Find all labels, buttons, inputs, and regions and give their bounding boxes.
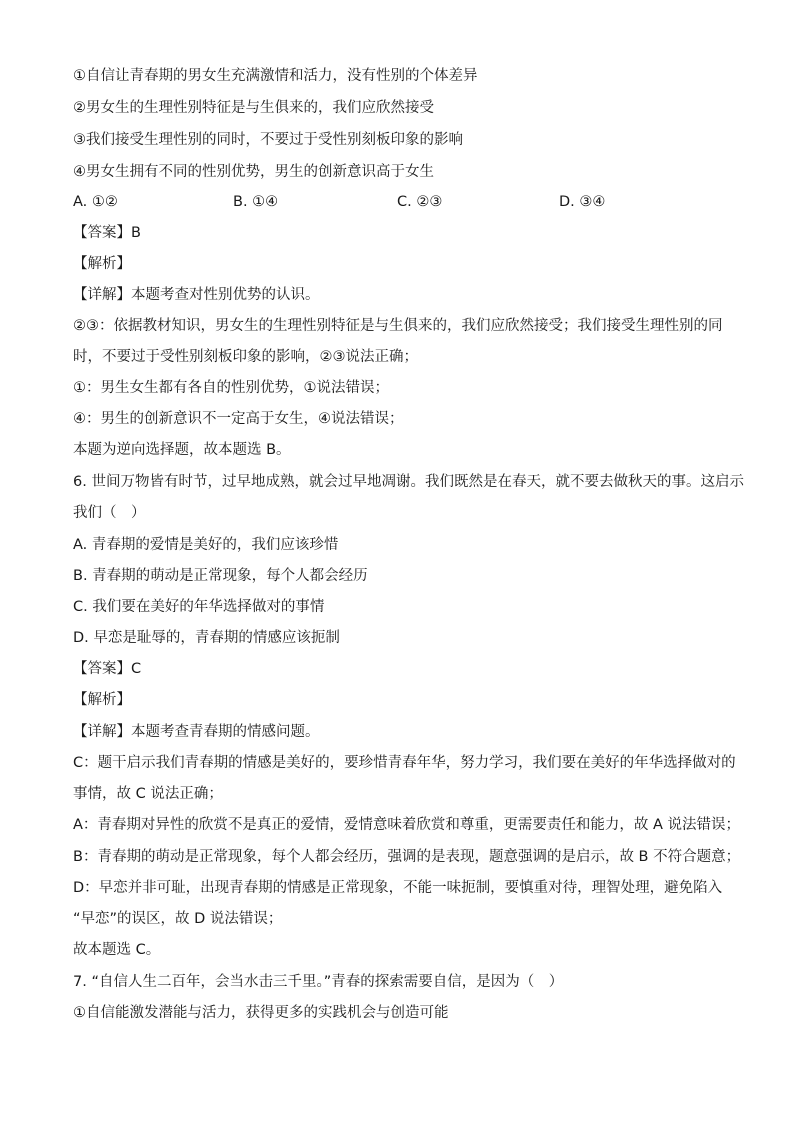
q6-stem-cont: 我们（ ） bbox=[73, 505, 146, 521]
q6-explanation-line: C：题干启示我们青春期的情感是美好的，要珍惜青春年华，努力学习，我们要在美好的年华选择做对的 bbox=[73, 755, 736, 771]
q5-statement-4: ④男女生拥有不同的性别优势，男生的创新意识高于女生 bbox=[73, 164, 434, 180]
q5-explanation-line: ①：男生女生都有各自的性别优势，①说法错误； bbox=[73, 380, 389, 396]
q7-stem: 7. “自信人生二百年，会当水击三千里。”青春的探索需要自信，是因为（ ） bbox=[73, 974, 564, 990]
q6-detail: 【详解】本题考查青春期的情感问题。 bbox=[73, 724, 320, 740]
q5-statement-1: ①自信让青春期的男女生充满激情和活力，没有性别的个体差异 bbox=[73, 68, 478, 84]
q5-option-b: B. ①④ bbox=[233, 194, 279, 210]
q6-analysis-label: 【解析】 bbox=[73, 692, 131, 708]
q5-analysis-label: 【解析】 bbox=[73, 256, 131, 272]
q5-option-d: D. ③④ bbox=[559, 194, 606, 210]
q6-option-c: C. 我们要在美好的年华选择做对的事情 bbox=[73, 599, 325, 615]
q6-option-b: B. 青春期的萌动是正常现象，每个人都会经历 bbox=[73, 568, 368, 584]
q5-detail: 【详解】本题考查对性别优势的认识。 bbox=[73, 287, 320, 303]
q5-option-a: A. ①② bbox=[73, 194, 118, 210]
q5-statement-3: ③我们接受生理性别的同时，不要过于受性别刻板印象的影响 bbox=[73, 132, 463, 148]
q6-answer: 【答案】C bbox=[73, 661, 142, 677]
q6-explanation-line: 事情，故 C 说法正确； bbox=[73, 786, 223, 802]
q6-stem: 6. 世间万物皆有时节，过早地成熟，就会过早地凋谢。我们既然是在春天，就不要去做秋天的事。这启示 bbox=[73, 474, 744, 490]
q5-explanation-line: ④：男生的创新意识不一定高于女生，④说法错误； bbox=[73, 411, 404, 427]
q5-explanation-line: ②③：依据教材知识，男女生的生理性别特征是与生俱来的，我们应欣然接受；我们接受生理性别的同 bbox=[73, 318, 723, 334]
q6-conclusion: 故本题选 C。 bbox=[73, 942, 161, 958]
q6-explanation-line: A：青春期对异性的欣赏不是真正的爱情，爱情意味着欣赏和尊重，更需要责任和能力，故 A 说法错误； bbox=[73, 817, 741, 833]
q5-statement-2: ②男女生的生理性别特征是与生俱来的，我们应欣然接受 bbox=[73, 100, 434, 116]
q6-option-a: A. 青春期的爱情是美好的，我们应该珍惜 bbox=[73, 537, 339, 553]
q5-explanation-line: 时，不要过于受性别刻板印象的影响，②③说法正确； bbox=[73, 349, 418, 365]
q6-explanation-line: D：早恋并非可耻，出现青春期的情感是正常现象，不能一味扼制，要慎重对待，理智处理，避免陷入 bbox=[73, 880, 723, 896]
q6-explanation-line: “早恋”的误区，故 D 说法错误； bbox=[73, 911, 283, 927]
q5-conclusion: 本题为逆向选择题，故本题选 B。 bbox=[73, 442, 291, 458]
q6-option-d: D. 早恋是耻辱的，青春期的情感应该扼制 bbox=[73, 630, 340, 646]
q5-answer: 【答案】B bbox=[73, 225, 141, 241]
q5-option-c: C. ②③ bbox=[397, 194, 443, 210]
q6-explanation-line: B：青春期的萌动是正常现象，每个人都会经历，强调的是表现，题意强调的是启示，故 B 不符合题意； bbox=[73, 849, 741, 865]
q7-statement-1: ①自信能激发潜能与活力，获得更多的实践机会与创造可能 bbox=[73, 1005, 449, 1021]
